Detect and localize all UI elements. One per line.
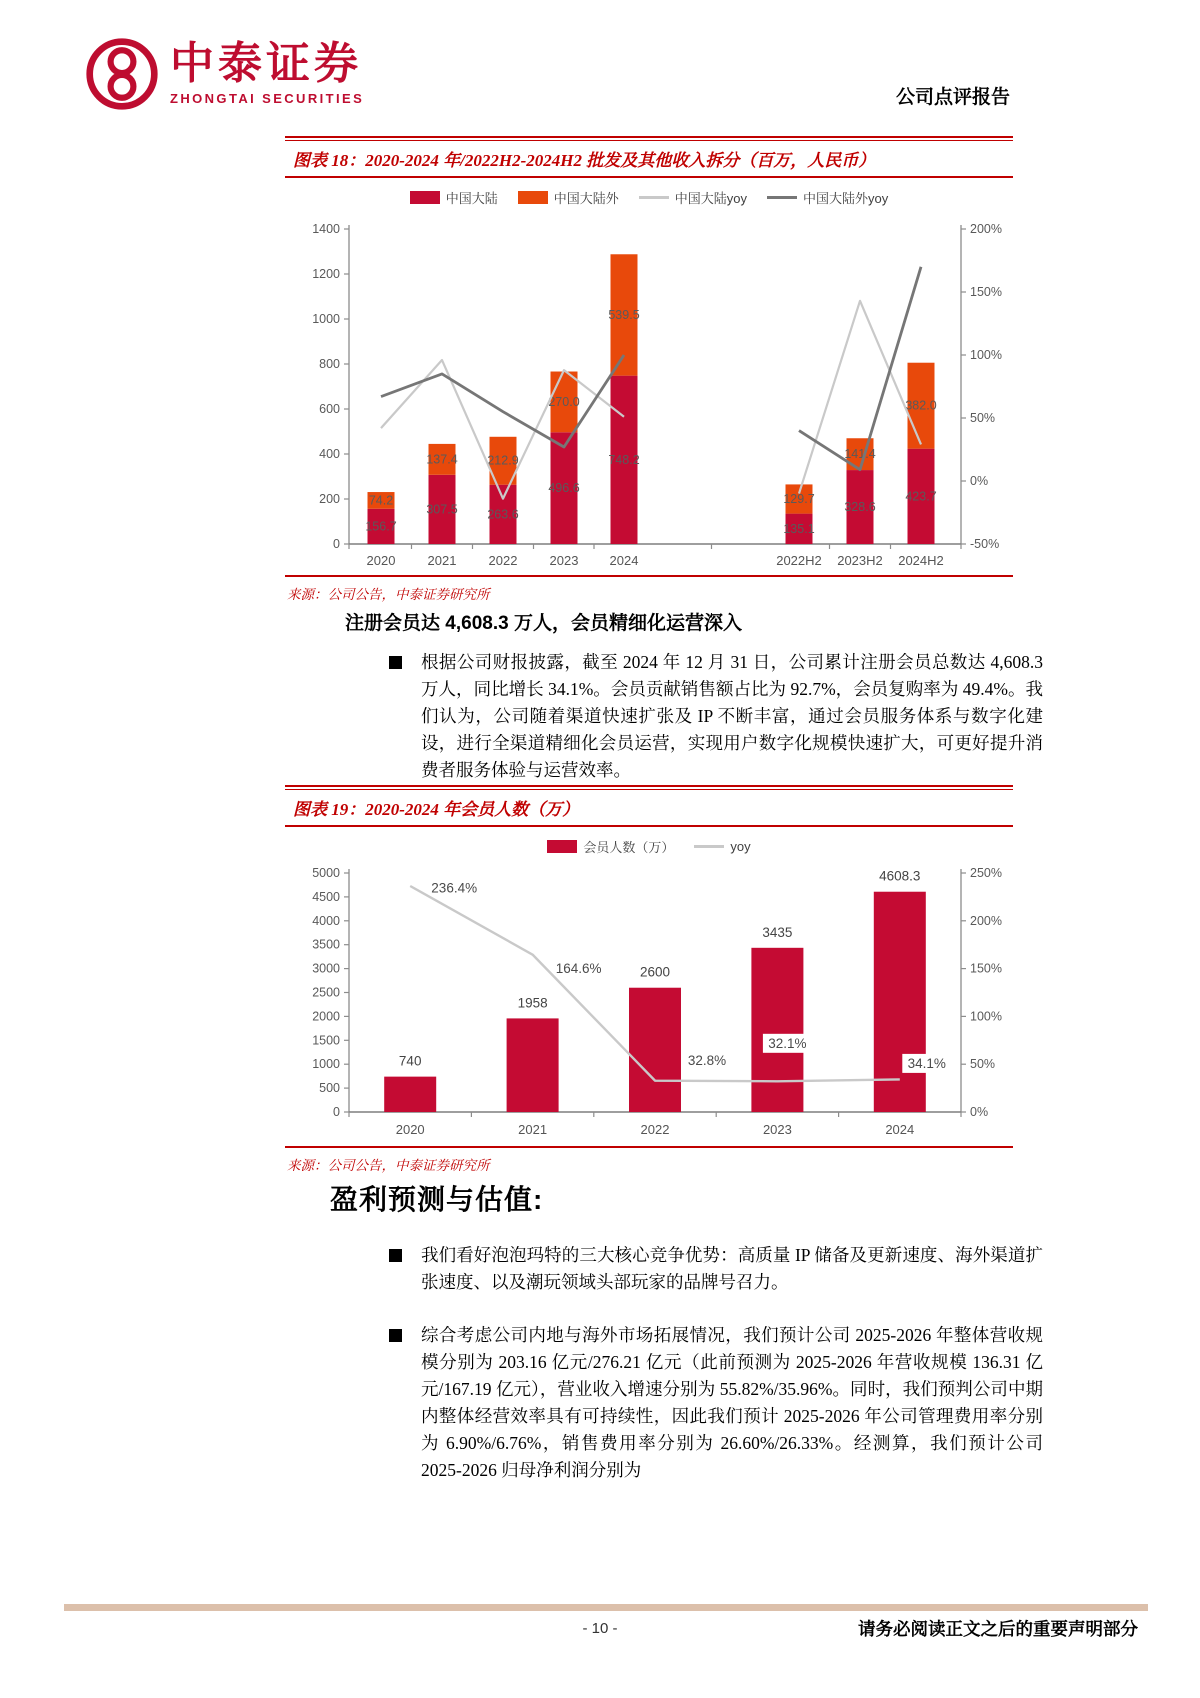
legend-item-members: 会员人数（万） xyxy=(547,837,674,856)
page-number: - 10 - xyxy=(582,1620,618,1637)
svg-text:496.6: 496.6 xyxy=(548,481,580,496)
legend-line-yoy xyxy=(694,845,724,848)
svg-text:156.7: 156.7 xyxy=(365,519,397,534)
legend-item-yoy: yoy xyxy=(694,839,750,854)
legend-swatch-mainland xyxy=(410,191,440,204)
svg-text:2023H2: 2023H2 xyxy=(837,553,883,568)
svg-text:1958: 1958 xyxy=(517,995,548,1011)
svg-text:150%: 150% xyxy=(970,961,1002,976)
svg-text:0: 0 xyxy=(333,537,340,551)
figure-18-source: 来源：公司公告，中泰证券研究所 xyxy=(287,587,490,602)
svg-text:135.1: 135.1 xyxy=(783,521,815,536)
brand-name-cn: 中泰证券 xyxy=(170,39,362,88)
svg-text:2021: 2021 xyxy=(427,553,457,568)
legend-item-mainland-yoy: 中国大陆yoy xyxy=(639,188,747,207)
svg-text:423.7: 423.7 xyxy=(905,489,937,504)
svg-text:141.4: 141.4 xyxy=(844,447,876,462)
legend-swatch-overseas xyxy=(518,191,548,204)
svg-text:2024: 2024 xyxy=(885,1122,915,1137)
svg-text:150%: 150% xyxy=(970,285,1002,299)
square-bullet-icon xyxy=(389,1249,402,1262)
svg-text:164.6%: 164.6% xyxy=(555,961,602,977)
figure-19-title: 图表 19：2020-2024 年会员人数（万） xyxy=(293,800,580,819)
legend-item-overseas-yoy: 中国大陆外yoy xyxy=(767,188,888,207)
figure-19 xyxy=(285,785,1013,1174)
legend-line-mainland-yoy xyxy=(639,196,669,199)
svg-text:2022H2: 2022H2 xyxy=(776,553,822,568)
svg-text:4500: 4500 xyxy=(312,889,340,904)
legend-item-mainland: 中国大陆 xyxy=(410,188,498,207)
chart19-canvas xyxy=(285,860,1013,1144)
svg-text:200%: 200% xyxy=(970,913,1002,928)
svg-text:4000: 4000 xyxy=(312,913,340,928)
svg-text:1000: 1000 xyxy=(312,312,340,326)
legend-item-overseas: 中国大陆外 xyxy=(518,188,619,207)
svg-text:1500: 1500 xyxy=(312,1033,340,1048)
legend-swatch-members xyxy=(547,840,577,853)
svg-text:74.2: 74.2 xyxy=(368,493,394,508)
svg-text:4608.3: 4608.3 xyxy=(879,868,921,884)
member-paragraph: 根据公司财报披露，截至 2024 年 12 月 31 日，公司累计注册会员总数达 4,608.3 万人，同比增长 34.1%。会员贡献销售额占比为 92.7%，会员复购率为 49.4%。我们认为，公司随着渠道快速扩张及 IP 不断丰富，通过会员服务体系与数字化建设，进行全渠道精细化会员运营，实现用户数字化规模快速扩大，可更好提升消费者服务体验与运营效率。 xyxy=(421,652,1043,780)
footer-divider xyxy=(64,1604,1148,1611)
svg-text:2023: 2023 xyxy=(549,553,579,568)
svg-text:500: 500 xyxy=(319,1081,340,1096)
figure-18-title: 图表 18：2020-2024 年/2022H2-2024H2 批发及其他收入拆分（百万，人民币） xyxy=(293,151,876,170)
svg-text:100%: 100% xyxy=(970,348,1002,362)
svg-text:200: 200 xyxy=(319,492,340,506)
svg-text:2020: 2020 xyxy=(366,553,396,568)
svg-text:3000: 3000 xyxy=(312,961,340,976)
chart18-legend xyxy=(285,188,1013,207)
svg-text:5000: 5000 xyxy=(312,866,340,880)
company-logo xyxy=(84,36,364,112)
svg-text:0%: 0% xyxy=(970,474,989,488)
svg-text:307.5: 307.5 xyxy=(426,502,458,517)
svg-text:0: 0 xyxy=(333,1105,340,1119)
svg-text:32.8%: 32.8% xyxy=(687,1053,727,1069)
svg-text:2023: 2023 xyxy=(762,1122,792,1137)
svg-text:3500: 3500 xyxy=(312,937,340,952)
footer-disclaimer: 请务必阅读正文之后的重要声明部分 xyxy=(858,1619,1138,1639)
svg-text:100%: 100% xyxy=(970,1009,1002,1024)
svg-text:2600: 2600 xyxy=(639,964,671,980)
svg-text:270.0: 270.0 xyxy=(548,394,580,409)
svg-text:328.6: 328.6 xyxy=(844,500,876,515)
zhongtai-logo-icon xyxy=(84,36,160,112)
chart19-legend xyxy=(285,837,1013,856)
svg-text:0%: 0% xyxy=(970,1105,989,1119)
figure-18 xyxy=(285,136,1013,603)
svg-text:3435: 3435 xyxy=(762,924,793,940)
svg-text:1000: 1000 xyxy=(312,1057,340,1072)
svg-text:1400: 1400 xyxy=(312,222,340,236)
figure-19-source: 来源：公司公告，中泰证券研究所 xyxy=(287,1158,490,1173)
svg-text:34.1%: 34.1% xyxy=(907,1055,946,1071)
svg-text:2020: 2020 xyxy=(395,1122,425,1137)
svg-text:740: 740 xyxy=(398,1053,422,1069)
svg-text:2024H2: 2024H2 xyxy=(898,553,944,568)
svg-text:2022: 2022 xyxy=(640,1122,670,1137)
chart18-canvas xyxy=(285,211,1013,573)
svg-text:50%: 50% xyxy=(970,1057,996,1072)
svg-text:212.9: 212.9 xyxy=(487,453,519,468)
report-type-label: 公司点评报告 xyxy=(895,87,1010,108)
svg-text:236.4%: 236.4% xyxy=(431,880,478,896)
svg-text:129.7: 129.7 xyxy=(783,492,815,507)
profit-forecast-section xyxy=(330,1178,1060,1484)
profit-heading: 盈利预测与估值: xyxy=(330,1184,544,1215)
svg-text:50%: 50% xyxy=(970,411,996,425)
svg-text:1200: 1200 xyxy=(312,267,340,281)
svg-text:800: 800 xyxy=(319,357,340,371)
svg-text:250%: 250% xyxy=(970,866,1002,880)
legend-line-overseas-yoy xyxy=(767,196,797,199)
square-bullet-icon xyxy=(389,1329,402,1342)
svg-text:539.5: 539.5 xyxy=(608,307,640,322)
member-section xyxy=(345,608,1065,784)
svg-text:748.2: 748.2 xyxy=(608,452,640,467)
profit-paragraph-1: 我们看好泡泡玛特的三大核心竞争优势：高质量 IP 储备及更新速度、海外渠道扩张速度、以及潮玩领域头部玩家的品牌号召力。 xyxy=(421,1245,1043,1292)
svg-text:2021: 2021 xyxy=(518,1122,548,1137)
svg-text:382.0: 382.0 xyxy=(905,398,937,413)
member-heading: 注册会员达 4,608.3 万人，会员精细化运营深入 xyxy=(345,613,742,634)
svg-text:2500: 2500 xyxy=(312,985,340,1000)
svg-text:-50%: -50% xyxy=(970,537,1000,551)
svg-text:400: 400 xyxy=(319,447,340,461)
svg-text:200%: 200% xyxy=(970,222,1002,236)
square-bullet-icon xyxy=(389,656,402,669)
svg-text:2000: 2000 xyxy=(312,1009,340,1024)
svg-text:2024: 2024 xyxy=(609,553,639,568)
profit-paragraph-2: 综合考虑公司内地与海外市场拓展情况，我们预计公司 2025-2026 年整体营收规模分别为 203.16 亿元/276.21 亿元（此前预测为 2025-2026 年营收规模 136.31 亿元/167.19 亿元），营业收入增速分别为 55.82%/35.96%。同时，我们预判公司中期内整体经营效率具有可持续性，因此我们预计 2025-2026 年公司管理费用率分别为 6.90%/6.76%，销售费用率分别为 26.60%/26.33%。经测算，我们预计公司 2025-2026 归母净利润分别为 xyxy=(421,1325,1043,1480)
svg-text:2022: 2022 xyxy=(488,553,518,568)
brand-name-en: ZHONGTAI SECURITIES xyxy=(170,91,365,106)
svg-text:137.4: 137.4 xyxy=(426,452,458,467)
svg-text:600: 600 xyxy=(319,402,340,416)
svg-text:263.6: 263.6 xyxy=(487,507,519,522)
svg-text:32.1%: 32.1% xyxy=(768,1035,807,1051)
